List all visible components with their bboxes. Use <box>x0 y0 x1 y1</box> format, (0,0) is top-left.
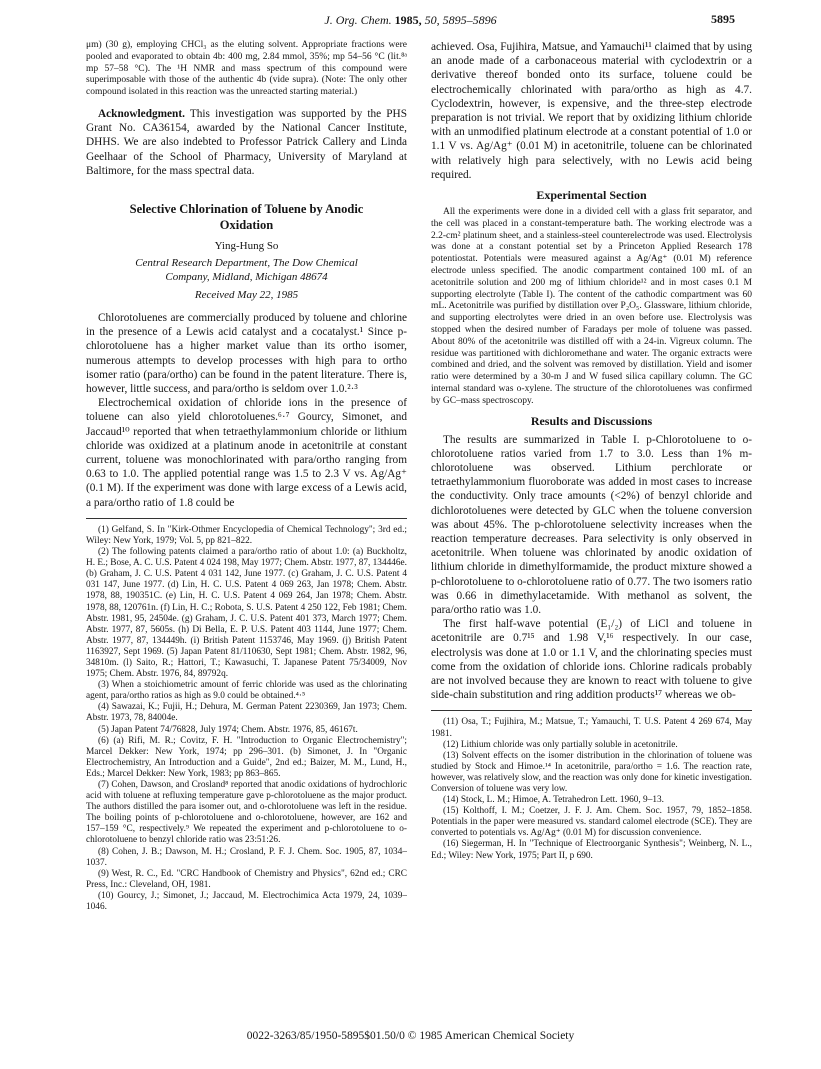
journal-name: J. Org. Chem. <box>324 13 392 27</box>
footnote-divider <box>86 518 407 519</box>
footnote: (9) West, R. C., Ed. "CRC Handbook of Chemistry and Physics", 62nd ed.; CRC Press, Inc.: Cleveland, OH, 1981. <box>86 868 407 890</box>
acknowledgment-heading: Acknowledgment. <box>98 107 185 120</box>
received-date: Received May 22, 1985 <box>194 289 299 301</box>
footnote-divider <box>431 710 752 711</box>
footnote: (2) The following patents claimed a para/ortho ratio of about 1.0: (a) Buckholtz, H. E.; Bose, A. C. U.S. Patent 4 024 198, May 1977; Chem. Abstr. 1977, 87, 134446e. (b) Graham, J. C. U.S. Patent 4 031 142, June 1977. (c) Graham, J. C. U.S. Patent 4 031 147, June 1977. (d) Lin, H. C. U.S. Patent 4 069 263, Jan 1978; Chem. Abstr. 1978, 88, 190351C. (e) Lin, H. C. U.S. Patent 4 069 264, Jan 1978; Chem. Abstr. 1978, 88, 120761n. (f) Lin, H. C.; Robota, S. U.S. Patent 4 250 122, Feb 1981; Chem. Abstr. 1981, 95, 24504e. (g) Graham, J. C. U.S. Patent 401 373, March 1977; Chem. Abstr. 1977, 87, 5605s. (h) Di Bella, E. P. U.S. Patent 403 1144, June 1977; Chem. Abstr. 1977, 87, 134449h. (i) British Patent 1153746, May 1969. (j) British Patent 1163927, Sept 1969. (5) Japan Patent 81/110630, Sept 1981; Chem. Abstr. 1982, 96, 34810m. (l) Saito, R.; Hattori, T.; Kawasuchi, T. Japanese Patent 75/34009, Nov 1975; Chem. Abstr. 1976, 84, 89792q. <box>86 547 407 680</box>
results-paragraph-1: The results are summarized in Table I. p-Chlorotoluene to o-chlorotoluene ratios varied from 1.7 to 3.0. Less than 1% m-chlorotoluene was observed. Lithium perchlorate or tetraethylammonium fluoroborate was added in most cases to increase the conductivity. Only trace amounts (<2%) of benzyl chloride and dichlorotoluenes were detected by GLC when the toluene conversion was about 45%. The p-chlorotoluene selectivity increases when the reaction temperature decreases. Para selectivity is only observed in acetonitrile. When toluene was chlorinated by anodic oxidation of lithium chloride in dimethylformamide, the product mixture showed a p-chlorotoluene to o-chlorotoluene ratio of 0.77. The two isomers ratio was 0.66 in dimethylacetamide. With methanol as solvent, the para/ortho ratio was 1.0. <box>431 433 752 617</box>
article-title-line1: Selective Chlorination of Toluene by Anodic <box>129 202 364 216</box>
article-title-line2: Oxidation <box>219 217 274 232</box>
page-number: 5895 <box>711 12 735 26</box>
running-head <box>86 10 735 30</box>
footnote: (3) When a stoichiometric amount of ferric chloride was used as the chlorinating agent, para/ortho ratios as high as 9.0 could be obtained.⁴·⁵ <box>86 680 407 702</box>
affiliation-line2: Company, Midland, Michigan 48674 <box>165 270 328 283</box>
footnote: (7) Cohen, Dawson, and Crosland⁸ reported that anodic oxidations of hydrochloric acid with toluene at refluxing temperature gave p-chlorotoluene as the major product. The authors distilled the para isomer out, and o-chlorotoluene was left in the residue. The boiling points of p-chlorotoluene and o-chlorotoluene, however, are 162 and 157–159 °C, respectively.⁹ We repeated the experiment and p-chlorotoluene to o-chlorotoluene to benzyl chloride ratio was 23:51:26. <box>86 780 407 846</box>
affiliation-line1: Central Research Department, The Dow Chemical <box>135 257 358 269</box>
footnote: (4) Sawazai, K.; Fujii, H.; Dehura, M. German Patent 2230369, Jan 1973; Chem. Abstr. 1973, 78, 84004e. <box>86 702 407 724</box>
footnotes-left <box>86 525 407 913</box>
footnote: (14) Stock, L. M.; Himoe, A. Tetrahedron Lett. 1960, 9–13. <box>443 795 664 806</box>
intro-continuation: achieved. Osa, Fujihira, Matsue, and Yamauchi¹¹ claimed that by using an anode made of a carbonaceous material with cyclodextrin or a derivative thereof bonded onto its surface, toluene could be electrochemically chlorinated with para/ortho as high as 4.7. Cyclodextrin, however, is expensive, and the three-step electrode preparation is not trivial. We report that by oxidizing lithium chloride with an unmodified platinum electrode at a constant potential of 1.0 or 1.1 V vs. Ag/Ag⁺ (0.01 M) in acetonitrile, toluene can be chlorinated with relatively high para selectively, with no Lewis acid being required. <box>431 41 752 181</box>
footnote: (12) Lithium chloride was only partially soluble in acetonitrile. <box>443 739 678 750</box>
intro-paragraph-1: Chlorotoluenes are commercially produced by toluene and chlorine in the presence of a Lewis acid catalyst and a cocatalyst.¹ Since p-chlorotoluene has a higher market value than its ortho isomer, numerous attempts to develop processes with high para to ortho isomer ratio (para/ortho) can be found in the patent literature. There is, however, little success, and para/ortho is seldom over 1.0.²·³ <box>86 312 407 396</box>
footnote: (15) Kolthoff, I. M.; Coetzer, J. F. J. Am. Chem. Soc. 1957, 79, 1852–1858. Potentials in the paper were measured vs. standard calomel electrode (SCE). They are converted to potentials vs. Ag/Ag⁺ (0.01 M) for discussion convenience. <box>431 806 752 839</box>
acknowledgment <box>86 107 407 178</box>
journal-citation <box>86 13 735 28</box>
footnote: (11) Osa, T.; Fujihira, M.; Matsue, T.; Yamauchi, T. U.S. Patent 4 269 674, May 1981. <box>431 717 752 739</box>
footnotes-right <box>431 717 752 861</box>
footnote: (16) Siegerman, H. In "Technique of Electroorganic Synthesis"; Weinberg, N. L., Ed.; Wiley: New York, 1975; Part II, p 690. <box>431 839 752 861</box>
footnote: (13) Solvent effects on the isomer distribution in the chlorination of toluene was studied by Stock and Himoe.¹⁴ In acetonitrile, para/ortho = 1.6. The reaction rate, however, was relatively slow, and the reaction was only done for kinetic investigation. Conversion of toluene was very low. <box>431 750 752 794</box>
footnote: (1) Gelfand, S. In "Kirk-Othmer Encyclopedia of Chemical Technology"; 3rd ed.; Wiley: New York, 1979; Vol. 5, pp 821–822. <box>86 524 407 546</box>
left-column <box>86 40 407 1025</box>
affiliation <box>86 257 407 284</box>
previous-article-tail: μm) (30 g), employing CHCl₃ as the eluting solvent. Appropriate fractions were pooled and evaporated to obtain 4b: 400 mg, 2.84 mmol, 35%; mp 54–56 °C (lit.⁸ᵃ mp 57–58 °C). The ¹H NMR and mass spectrum of this compound were superimposable with those of the authentic 4b (vide supra). (Note: The only other compound isolated in this reaction was the unreacted starting material.) <box>86 40 407 98</box>
results-heading: Results and Discussions <box>530 413 653 428</box>
intro-paragraph-2: Electrochemical oxidation of chloride ions in the presence of toluene can also yield chlorotoluenes.⁶·⁷ Gourcy, Simonet, and Jaccaud¹⁰ reported that when tetraethylammonium chloride or lithium chloride was oxidized at a platinum anode in acetonitrile at constant current, toluene was monochlorinated with para/ortho ranging from 0.63 to 1.0. The applied potential range was 1.5 to 2.3 V vs. Ag/Ag⁺ (0.1 M). If the experiment was done with large excess of a Lewis acid, a para/ortho ratio of 1.8 could be <box>86 397 407 509</box>
journal-volume: 50, <box>424 13 440 27</box>
footnote: (6) (a) Rifi, M. R.; Covitz, F. H. "Introduction to Organic Electrochemistry"; Marcel Dekker: New York, 1974; pp 296–301. (b) Simonet, J. In "Organic Electrochemistry, An Introduction and a Guide", 2nd ed.; Baizer, M. M., Lund, H., Eds.; Marcel Dekker: New York, 1983; pp 863–865. <box>86 735 407 779</box>
right-column <box>431 40 752 1025</box>
footnote: (10) Gourcy, J.; Simonet, J.; Jaccaud, M. Electrochimica Acta 1979, 24, 1039–1046. <box>86 890 407 913</box>
experimental-text: All the experiments were done in a divided cell with a glass frit separator, and the cell was placed in a constant-temperature bath. The working electrode was a 2.2-cm² platinum sheet, and a stainless-steel counterelectrode was used. Electrolysis was done at a constant potential set by a Princeton Applied Research 178 potentiostat. Potentials were measured against a Ag/Ag⁺ (0.01 M) reference electrode unless specified. The anodic compartment contained 100 mL of an acetonitrile solution and 200 mg of lithium chloride¹² and in most cases 0.1 M supporting electrolyte (Table I). The content of the cathodic compartment was 60 mL. Acetonitrile was purified by distillation over P₂O₅. Glassware, lithium chloride, and supporting electrolytes were dried in an oven before use. Electrolysis was stopped when the desired number of Faradays per mole of toluene was passed. About 80% of the acetonitrile was distilled off with a 24-in. Vigreux column. The residue was partitioned with dichloromethane and water. The organic extracts were combined and dried, and the solvent was removed by distillation. Yield and isomer ratio were determined by a 30-m J and W fused silica capillary column. The GC internal standard was o-xylene. The structure of the chlorotoluenes was confirmed by GC–mass spectroscopy. <box>431 207 752 406</box>
article-title <box>86 202 407 233</box>
journal-pages: 5895–5896 <box>442 13 497 27</box>
journal-year: 1985, <box>394 13 422 27</box>
footnote: (5) Japan Patent 74/76828, July 1974; Chem. Abstr. 1976, 85, 46167t. <box>98 724 358 735</box>
acknowledgment-text: This investigation was supported by the PHS Grant No. CA36154, awarded by the National Cancer Institute, DHHS. We are also indebted to Professor Patrick Callery and Linda Geelhaar of the School of Pharmacy, University of Maryland at Baltimore, for the mass spectral data. <box>86 107 407 177</box>
footnote: (8) Cohen, J. B.; Dawson, M. H.; Crosland, P. F. J. Chem. Soc. 1905, 87, 1034–1037. <box>86 846 407 868</box>
experimental-heading: Experimental Section <box>536 188 647 203</box>
copyright-footer: 0022-3263/85/1950-5895$01.50/0 © 1985 American Chemical Society <box>246 1030 575 1042</box>
results-paragraph-2: The first half-wave potential (E₁/₂) of LiCl and toluene in acetonitrile are 0.7¹⁵ and 1.98 V,¹⁶ respectively. In our case, electrolysis was done at 1.0 or 1.1 V, and the chlorinating species must come from the oxidation of chloride ions. Chlorine radicals probably are not involved because they are known to react with toluene to give side-chain substitution and ring addition products¹⁷ whereas we ob- <box>431 618 752 702</box>
author-name: Ying-Hung So <box>214 240 279 252</box>
